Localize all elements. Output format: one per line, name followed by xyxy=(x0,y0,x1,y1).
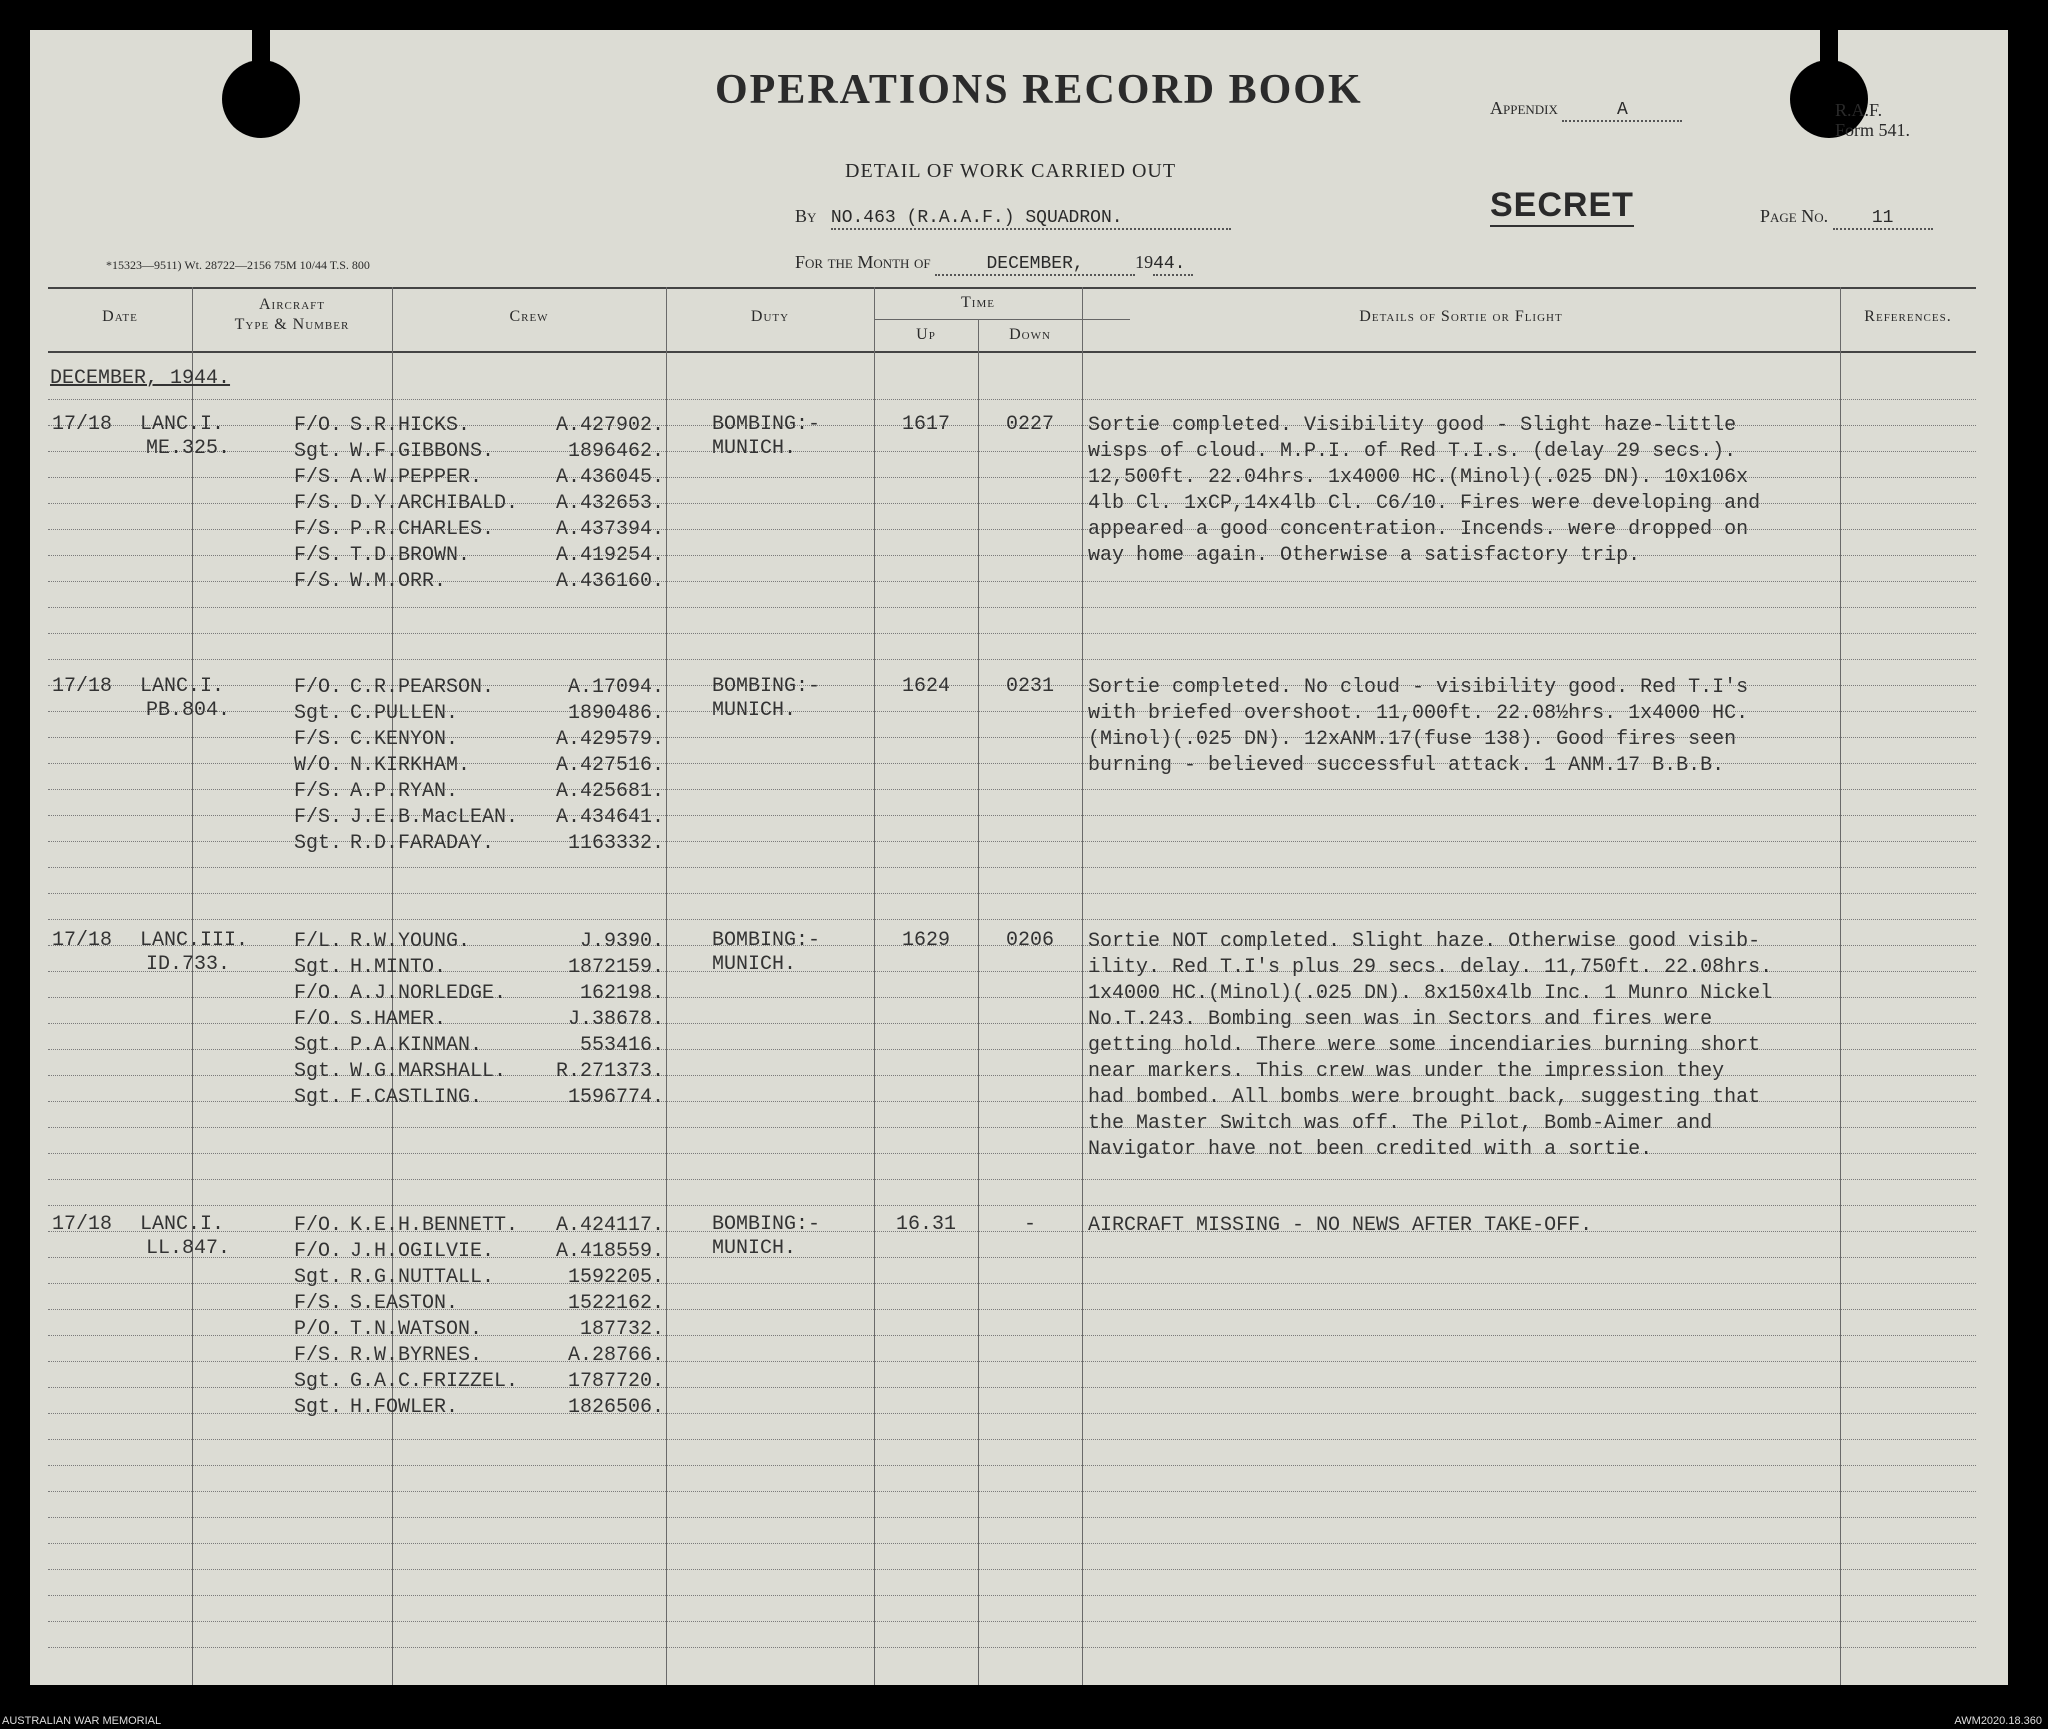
crew-name: T.D.BROWN. xyxy=(350,544,471,567)
entry-date: 17/18 xyxy=(52,929,113,952)
sortie-detail-line: 4lb Cl. 1xCP,14x4lb Cl. C6/10. Fires were developing and xyxy=(1088,492,1761,515)
binder-hole-left xyxy=(222,30,300,126)
crew-service-number: A.434641. xyxy=(555,806,664,829)
record-table xyxy=(48,287,1976,1685)
crew-rank: F/S. xyxy=(294,570,343,593)
duty-target: MUNICH. xyxy=(712,699,797,722)
ruled-line xyxy=(48,919,1976,920)
crew-service-number: A.427902. xyxy=(555,414,664,437)
sortie-detail-line: Sortie completed. Visibility good - Slight haze-little xyxy=(1088,414,1737,437)
crew-name: R.W.BYRNES. xyxy=(350,1344,483,1367)
raf-label: R.A.F. xyxy=(1835,100,1883,120)
crew-rank: F/S. xyxy=(294,1344,343,1367)
crew-name: S.EASTON. xyxy=(350,1292,459,1315)
form-title: OPERATIONS RECORD BOOK xyxy=(715,67,1363,113)
crew-name: T.N.WATSON. xyxy=(350,1318,483,1341)
crew-rank: F/O. xyxy=(294,1240,343,1263)
col-date: Date xyxy=(102,308,138,325)
time-up: 16.31 xyxy=(895,1213,956,1236)
col-aircraft-line2: Type & Number xyxy=(234,316,350,333)
appendix-field xyxy=(1490,98,1682,122)
crew-service-number: A.425681. xyxy=(555,780,664,803)
crew-name: H.FOWLER. xyxy=(350,1396,459,1419)
col-time: Time xyxy=(961,294,995,311)
crew-rank: F/S. xyxy=(294,780,343,803)
crew-service-number: 1163332. xyxy=(567,832,664,855)
crew-service-number: A.419254. xyxy=(555,544,664,567)
month-field xyxy=(795,252,1193,276)
crew-name: J.H.OGILVIE. xyxy=(350,1240,495,1263)
time-down: 0206 xyxy=(1005,929,1054,952)
aircraft-number: LL.847. xyxy=(146,1237,231,1260)
crew-rank: F/S. xyxy=(294,544,343,567)
crew-service-number: A.436160. xyxy=(555,570,664,593)
col-duty: Duty xyxy=(750,308,790,325)
crew-rank: F/S. xyxy=(294,518,343,541)
crew-rank: Sgt. xyxy=(294,1060,343,1083)
by-label: By xyxy=(795,206,817,226)
crew-service-number: 1890486. xyxy=(567,702,664,725)
crew-rank: F/S. xyxy=(294,728,343,751)
crew-rank: Sgt. xyxy=(294,956,343,979)
sortie-detail-line: the Master Switch was off. The Pilot, Bomb-Aimer and xyxy=(1088,1112,1713,1135)
ruled-line xyxy=(48,607,1976,608)
page-label: Page No. xyxy=(1760,206,1829,226)
sortie-detail-line: 1x4000 HC.(Minol)(.025 DN). 8x150x4lb Inc. 1 Munro Nickel xyxy=(1088,982,1773,1005)
crew-rank: F/O. xyxy=(294,414,343,437)
col-details: Details of Sortie or Flight xyxy=(1359,308,1563,325)
crew-name: A.P.RYAN. xyxy=(350,780,459,803)
crew-rank: F/L. xyxy=(294,930,343,953)
crew-service-number: 1896462. xyxy=(567,440,664,463)
duty-type: BOMBING:- xyxy=(712,1213,821,1236)
crew-rank: Sgt. xyxy=(294,1266,343,1289)
sortie-detail-line: Navigator have not been credited with a sortie. xyxy=(1088,1138,1653,1161)
month-heading: DECEMBER, 1944. xyxy=(50,367,231,390)
crew-name: K.E.H.BENNETT. xyxy=(350,1214,519,1237)
ruled-line xyxy=(48,1465,1976,1466)
crew-rank: F/O. xyxy=(294,1214,343,1237)
duty-type: BOMBING:- xyxy=(712,929,821,952)
sortie-detail-line: ility. Red T.I's plus 29 secs. delay. 11,750ft. 22.08hrs. xyxy=(1088,956,1773,979)
crew-name: C.PULLEN. xyxy=(350,702,459,725)
ruled-line xyxy=(48,1153,1976,1154)
ruled-line xyxy=(48,1179,1976,1180)
appendix-label: Appendix xyxy=(1490,98,1558,118)
squadron-value: NO.463 (R.A.A.F.) SQUADRON. xyxy=(831,208,1231,230)
crew-name: S.R.HICKS. xyxy=(350,414,471,437)
crew-rank: F/O. xyxy=(294,1008,343,1031)
crew-rank: Sgt. xyxy=(294,1086,343,1109)
time-up: 1624 xyxy=(901,675,950,698)
crew-name: R.W.YOUNG. xyxy=(350,930,471,953)
entry-date: 17/18 xyxy=(52,413,113,436)
crew-name: H.MINTO. xyxy=(350,956,447,979)
form-541-label: Form 541. xyxy=(1835,120,1911,140)
crew-service-number: A.427516. xyxy=(555,754,664,777)
time-down: 0231 xyxy=(1005,675,1054,698)
col-down: Down xyxy=(1009,326,1051,343)
duty-type: BOMBING:- xyxy=(712,413,821,436)
ruled-line xyxy=(48,1569,1976,1570)
time-down: - xyxy=(1023,1213,1036,1236)
crew-service-number: 187732. xyxy=(579,1318,664,1341)
crew-service-number: 1592205. xyxy=(567,1266,664,1289)
crew-rank: Sgt. xyxy=(294,440,343,463)
time-down: 0227 xyxy=(1005,413,1054,436)
ruled-line xyxy=(48,1543,1976,1544)
sortie-detail-line: Sortie NOT completed. Slight haze. Otherwise good visib- xyxy=(1088,930,1761,953)
crew-name: S.HAMER. xyxy=(350,1008,447,1031)
ruled-line xyxy=(48,1517,1976,1518)
time-up: 1617 xyxy=(901,413,950,436)
classification-stamp: SECRET xyxy=(1490,185,1634,227)
sortie-detail-line: with briefed overshoot. 11,000ft. 22.08½hrs. 1x4000 HC. xyxy=(1088,702,1749,725)
sortie-detail-line: way home again. Otherwise a satisfactory trip. xyxy=(1088,544,1641,567)
crew-service-number: 1787720. xyxy=(567,1370,664,1393)
ruled-line xyxy=(48,399,1976,400)
aircraft-type: LANC.I. xyxy=(140,1213,225,1236)
col-aircraft xyxy=(192,295,392,335)
aircraft-type: LANC.I. xyxy=(140,413,225,436)
crew-name: R.G.NUTTALL. xyxy=(350,1266,495,1289)
ruled-line xyxy=(48,1621,1976,1622)
crew-name: G.A.C.FRIZZEL. xyxy=(350,1370,519,1393)
crew-service-number: 1522162. xyxy=(567,1292,664,1315)
crew-service-number: A.429579. xyxy=(555,728,664,751)
sortie-detail-line: (Minol)(.025 DN). 12xANM.17(fuse 138). Good fires seen xyxy=(1088,728,1737,751)
crew-rank: Sgt. xyxy=(294,832,343,855)
print-code: *15323—9511) Wt. 28722—2156 75M 10/44 T.S. 800 xyxy=(106,258,370,272)
sortie-detail-line: burning - believed successful attack. 1 ANM.17 B.B.B. xyxy=(1088,754,1725,777)
crew-service-number: 1826506. xyxy=(567,1396,664,1419)
ruled-line xyxy=(48,1491,1976,1492)
squadron-field xyxy=(795,206,1231,230)
aircraft-type: LANC.I. xyxy=(140,675,225,698)
crew-service-number: J.9390. xyxy=(579,930,664,953)
aircraft-number: ID.733. xyxy=(146,953,231,976)
crew-name: P.A.KINMAN. xyxy=(350,1034,483,1057)
form-number xyxy=(1835,100,1910,140)
crew-service-number: 1596774. xyxy=(567,1086,664,1109)
sortie-detail-line: 12,500ft. 22.04hrs. 1x4000 HC.(Minol)(.025 DN). 10x106x xyxy=(1088,466,1749,489)
crew-name: D.Y.ARCHIBALD. xyxy=(350,492,519,515)
sortie-detail-line: appeared a good concentration. Incends. were dropped on xyxy=(1088,518,1749,541)
col-up: Up xyxy=(916,326,936,343)
footer-source: AUSTRALIAN WAR MEMORIAL xyxy=(2,1715,162,1727)
duty-target: MUNICH. xyxy=(712,953,797,976)
ruled-line xyxy=(48,633,1976,634)
year-value: 44. xyxy=(1153,254,1193,276)
crew-rank: Sgt. xyxy=(294,702,343,725)
crew-rank: F/O. xyxy=(294,676,343,699)
duty-target: MUNICH. xyxy=(712,1237,797,1260)
sortie-detail-line: wisps of cloud. M.P.I. of Red T.I.s. (delay 29 secs.). xyxy=(1088,440,1737,463)
footer-accession: AWM2020.18.360 xyxy=(1954,1715,2042,1727)
crew-service-number: A.424117. xyxy=(555,1214,664,1237)
crew-service-number: A.17094. xyxy=(567,676,664,699)
ruled-line xyxy=(48,867,1976,868)
aircraft-number: PB.804. xyxy=(146,699,231,722)
sortie-detail-line: No.T.243. Bombing seen was in Sectors and fires were xyxy=(1088,1008,1713,1031)
col-crew: Crew xyxy=(509,308,549,325)
ruled-line xyxy=(48,1205,1976,1206)
ruled-line xyxy=(48,659,1976,660)
crew-name: A.W.PEPPER. xyxy=(350,466,483,489)
month-value: DECEMBER, xyxy=(935,254,1135,276)
crew-service-number: 553416. xyxy=(579,1034,664,1057)
ruled-line xyxy=(48,1595,1976,1596)
ruled-line xyxy=(48,1439,1976,1440)
crew-name: C.R.PEARSON. xyxy=(350,676,495,699)
aircraft-type: LANC.III. xyxy=(140,929,249,952)
crew-service-number: J.38678. xyxy=(567,1008,664,1031)
appendix-value: A xyxy=(1562,100,1682,122)
duty-type: BOMBING:- xyxy=(712,675,821,698)
sortie-detail-line: AIRCRAFT MISSING - NO NEWS AFTER TAKE-OFF. xyxy=(1088,1214,1593,1237)
crew-name: R.D.FARADAY. xyxy=(350,832,495,855)
crew-rank: Sgt. xyxy=(294,1396,343,1419)
crew-rank: F/O. xyxy=(294,982,343,1005)
sortie-detail-line: Sortie completed. No cloud - visibility good. Red T.I's xyxy=(1088,676,1749,699)
crew-rank: Sgt. xyxy=(294,1034,343,1057)
crew-service-number: 1872159. xyxy=(567,956,664,979)
crew-service-number: A.437394. xyxy=(555,518,664,541)
ruled-line xyxy=(48,893,1976,894)
duty-target: MUNICH. xyxy=(712,437,797,460)
crew-service-number: 162198. xyxy=(579,982,664,1005)
page-value: 11 xyxy=(1833,208,1933,230)
sortie-detail-line: near markers. This crew was under the impression they xyxy=(1088,1060,1725,1083)
year-field xyxy=(1135,252,1193,272)
crew-rank: Sgt. xyxy=(294,1370,343,1393)
col-references: References. xyxy=(1864,308,1952,325)
sortie-detail-line: had bombed. All bombs were brought back, suggesting that xyxy=(1088,1086,1761,1109)
aircraft-number: ME.325. xyxy=(146,437,231,460)
crew-name: C.KENYON. xyxy=(350,728,459,751)
month-label: For the Month of xyxy=(795,252,931,272)
crew-name: P.R.CHARLES. xyxy=(350,518,495,541)
crew-service-number: A.436045. xyxy=(555,466,664,489)
crew-service-number: A.418559. xyxy=(555,1240,664,1263)
entry-date: 17/18 xyxy=(52,675,113,698)
crew-rank: F/S. xyxy=(294,492,343,515)
page-number-field xyxy=(1760,206,1933,230)
crew-service-number: A.432653. xyxy=(555,492,664,515)
crew-name: W.G.MARSHALL. xyxy=(350,1060,507,1083)
col-aircraft-line1: Aircraft xyxy=(258,296,325,313)
crew-name: F.CASTLING. xyxy=(350,1086,483,1109)
crew-service-number: A.28766. xyxy=(567,1344,664,1367)
entry-date: 17/18 xyxy=(52,1213,113,1236)
crew-service-number: R.271373. xyxy=(555,1060,664,1083)
year-prefix: 19 xyxy=(1135,252,1154,272)
time-up: 1629 xyxy=(901,929,950,952)
crew-name: J.E.B.MacLEAN. xyxy=(350,806,519,829)
crew-name: A.J.NORLEDGE. xyxy=(350,982,507,1005)
crew-rank: F/S. xyxy=(294,1292,343,1315)
form-subtitle: DETAIL OF WORK CARRIED OUT xyxy=(845,160,1177,182)
crew-rank: P/O. xyxy=(294,1318,343,1341)
sortie-detail-line: getting hold. There were some incendiaries burning short xyxy=(1088,1034,1761,1057)
crew-rank: F/S. xyxy=(294,466,343,489)
ruled-line xyxy=(48,1647,1976,1648)
crew-rank: W/O. xyxy=(294,754,343,777)
crew-name: N.KIRKHAM. xyxy=(350,754,471,777)
crew-name: W.M.ORR. xyxy=(350,570,447,593)
crew-name: W.F.GIBBONS. xyxy=(350,440,495,463)
crew-rank: F/S. xyxy=(294,806,343,829)
